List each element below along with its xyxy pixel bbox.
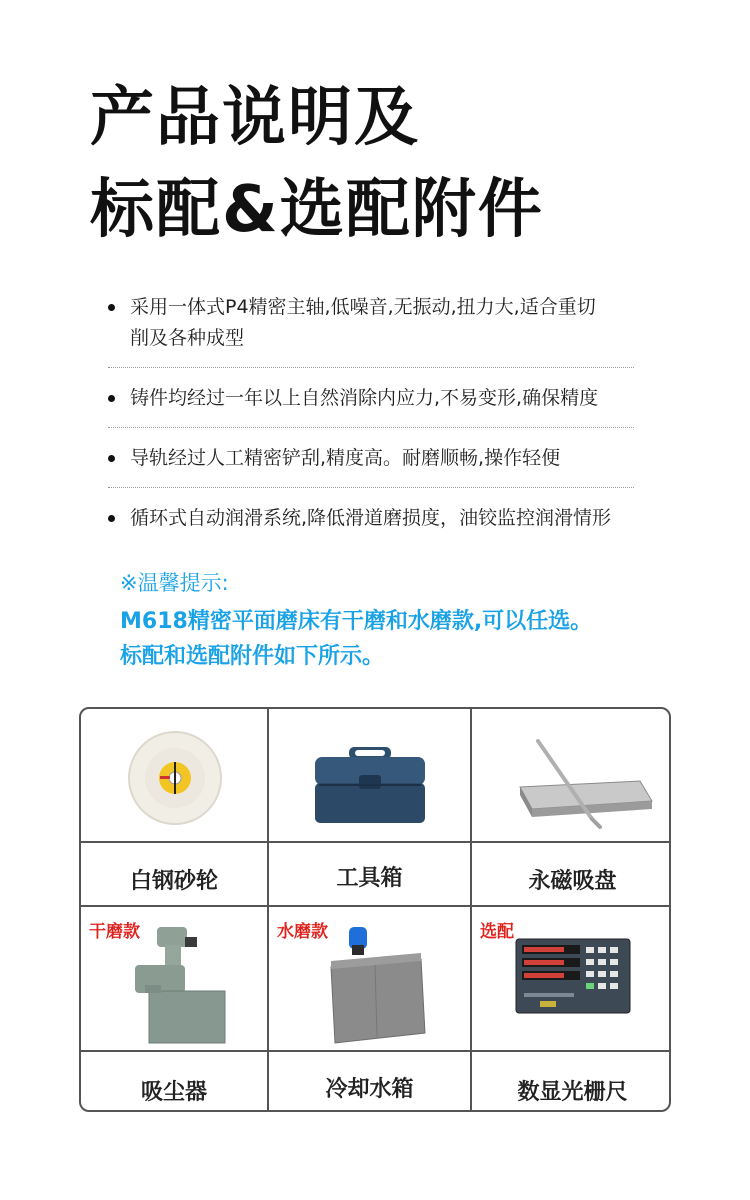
optional-tag: 选配 bbox=[480, 922, 514, 942]
title-line-1: 产品说明及 bbox=[90, 81, 420, 155]
accessory-grid bbox=[79, 707, 671, 1112]
wet-grind-tag: 水磨款 bbox=[277, 922, 328, 942]
divider bbox=[108, 487, 634, 488]
divider bbox=[108, 367, 634, 368]
feature-item bbox=[108, 292, 638, 354]
feature-text: 循环式自动润滑系统,降低滑道磨损度，油铰监控润滑情形 bbox=[130, 507, 612, 529]
tip-text bbox=[120, 604, 680, 674]
accessory-label: 吸尘器 bbox=[140, 1080, 207, 1105]
accessory-label: 白钢砂轮 bbox=[129, 869, 218, 894]
toolbox-image bbox=[269, 709, 470, 841]
digital-readout-icon bbox=[514, 937, 632, 1015]
page-title bbox=[90, 72, 544, 256]
bullet-icon bbox=[108, 515, 115, 522]
accessory-label: 工具箱 bbox=[336, 866, 403, 891]
feature-text-cont: 削及各种成型 bbox=[130, 327, 245, 349]
grinding-wheel-icon bbox=[126, 729, 224, 827]
magnetic-chuck-icon bbox=[510, 739, 656, 835]
dro-cell bbox=[472, 907, 671, 1050]
divider bbox=[108, 427, 634, 428]
bullet-icon bbox=[108, 455, 115, 462]
title-line-2: 标配&选配附件 bbox=[90, 173, 544, 247]
grid-divider bbox=[81, 1050, 669, 1052]
accessory-label: 数显光栅尺 bbox=[517, 1080, 628, 1105]
feature-text: 导轨经过人工精密铲刮,精度高。耐磨顺畅,操作轻便 bbox=[130, 447, 561, 469]
accessory-label: 永磁吸盘 bbox=[528, 869, 617, 894]
feature-item bbox=[108, 383, 638, 414]
grinding-wheel-image bbox=[81, 709, 267, 841]
toolbox-icon bbox=[311, 745, 429, 825]
bullet-icon bbox=[108, 304, 115, 311]
feature-item bbox=[108, 503, 638, 534]
grid-divider bbox=[81, 841, 669, 843]
feature-text: 采用一体式P4精密主轴,低噪音,无振动,扭力大,适合重切 bbox=[130, 296, 596, 318]
coolant-tank-icon bbox=[325, 925, 429, 1047]
magnetic-chuck-image bbox=[472, 709, 671, 841]
dust-collector-cell bbox=[81, 907, 267, 1050]
bullet-icon bbox=[108, 395, 115, 402]
feature-list bbox=[108, 292, 638, 534]
coolant-tank-cell bbox=[269, 907, 470, 1050]
dust-collector-icon bbox=[129, 925, 229, 1045]
tip-text-line-1: M618精密平面磨床有干磨和水磨款,可以任选。 bbox=[120, 609, 593, 634]
tip-text-line-2: 标配和选配附件如下所示。 bbox=[120, 644, 385, 669]
feature-item bbox=[108, 443, 638, 474]
tip-label: ※温馨提示: bbox=[120, 571, 229, 595]
accessory-label: 冷却水箱 bbox=[325, 1077, 414, 1102]
feature-text: 铸件均经过一年以上自然消除内应力,不易变形,确保精度 bbox=[130, 387, 599, 409]
dry-grind-tag: 干磨款 bbox=[89, 922, 140, 942]
